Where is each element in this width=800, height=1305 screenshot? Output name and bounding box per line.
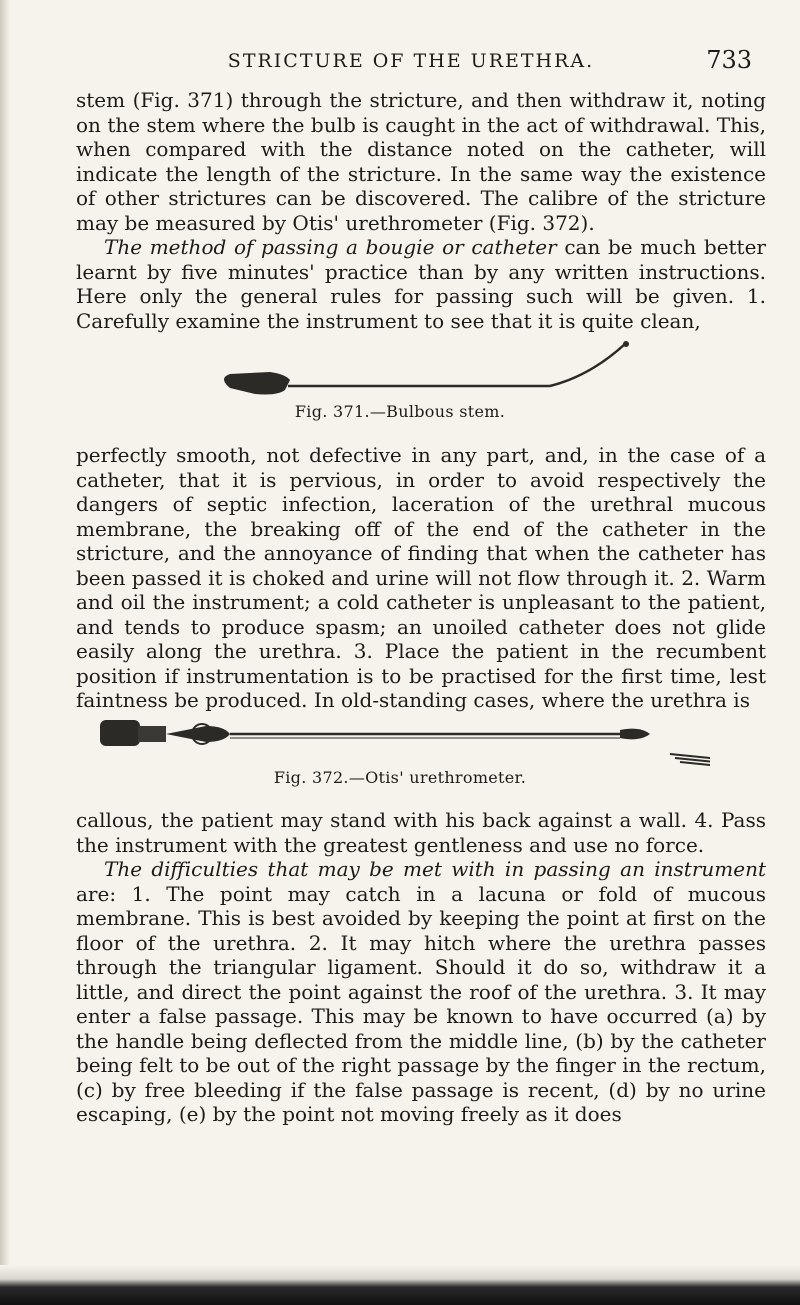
italic-heading-method: The method of passing a bougie or catheter — [104, 235, 557, 259]
running-header — [70, 44, 752, 74]
running-title: STRICTURE OF THE URETHRA. — [227, 50, 595, 72]
paragraph-instrument-rules: perfectly smooth, not defective in any part, and, in the case of a catheter, that it is pervious, in order to avoid respectively the dangers of septic infection, laceration of the urethral mucous membrane, the breaking off of the end of the catheter in the stricture, and the annoyance of finding that when the catheter has been passed it is choked and urine will not flow through it. 2. Warm and oil the instrument; a cold catheter is unpleasant to the patient, and tends to produce spasm; an unoiled catheter does not glide easily along the urethra. 3. Place the patient in the recumbent position if instrumentation is to be practised for the first time, lest faintness be produced. In old-standing cases, where the urethra is — [76, 443, 766, 712]
paragraph-callous-cases: callous, the patient may stand with his back against a wall. 4. Pass the instrument with the greatest gentleness and use no force. — [76, 808, 766, 857]
figure-371-caption: Fig. 371.—Bulbous stem. — [294, 402, 506, 421]
italic-heading-difficulties: The difficulties that may be met with in passing an instrument — [104, 857, 766, 881]
figure-372 — [90, 706, 710, 796]
text-block-middle — [76, 443, 766, 713]
paragraph-passing-method — [76, 235, 766, 333]
text-block-top — [76, 88, 766, 333]
paragraph-passing-method-text: can be much better learnt by five minutes' practice than by any written instructions. Here only the general rules for passing such will be given. 1. Carefully examine the instrument to see that it is quite clean, — [76, 235, 766, 333]
page-number: 733 — [706, 46, 752, 74]
text-block-bottom — [76, 808, 766, 1127]
paragraph-difficulties — [76, 857, 766, 1127]
page-gutter-shadow — [0, 0, 10, 1305]
paragraph-difficulties-text: are: 1. The point may catch in a lacuna or fold of mucous membrane. This is best avoided by keeping the point at first on the floor of the urethra. 2. It may hitch where the urethra passes through the triangular ligament. Should it do so, withdraw it a little, and direct the point against the roof of the urethra. 3. It may enter a false passage. This may be known to have occurred (a) by the handle being deflected from the middle line, (b) by the catheter being felt to be out of the right passage by the finger in the rectum, (c) by free bleeding if the false passage is recent, (d) by no urine escaping, (e) by the point not moving freely as it does — [76, 881, 766, 1126]
paragraph-stricture-length: stem (Fig. 371) through the stricture, and then withdraw it, noting on the stem where the bulb is caught in the act of withdrawal. This, when compared with the distance noted on the catheter, will indicate the length of the stricture. In the same way the existence of other strictures can be discovered. The calibre of the stricture may be measured by Otis' urethrometer (Fig. 372). — [76, 88, 766, 235]
scan-bottom-edge — [0, 1265, 800, 1305]
figure-371 — [100, 340, 700, 430]
figure-372-caption: Fig. 372.—Otis' urethrometer. — [273, 768, 527, 787]
bulbous-stem-illustration — [100, 340, 700, 400]
urethrometer-illustration — [90, 706, 710, 771]
